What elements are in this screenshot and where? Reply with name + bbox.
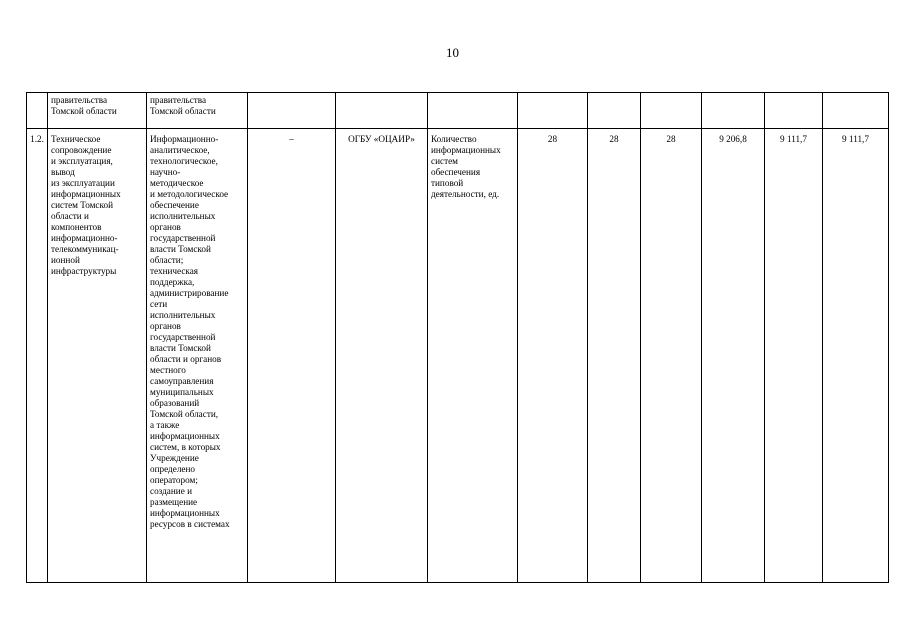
cell-number: 1.2. bbox=[27, 129, 48, 583]
cell-value-4 bbox=[702, 93, 765, 129]
cell-value-3: 28 bbox=[641, 129, 702, 583]
cell-value-4: 9 206,8 bbox=[702, 129, 765, 583]
cell-value-5 bbox=[765, 93, 823, 129]
table-row-continuation bbox=[27, 93, 889, 129]
cell-dash: – bbox=[248, 129, 336, 583]
page-number: 10 bbox=[446, 45, 459, 60]
program-table bbox=[26, 92, 889, 583]
cell-executor bbox=[336, 93, 428, 129]
cell-value-3 bbox=[641, 93, 702, 129]
cell-value-2: 28 bbox=[588, 129, 641, 583]
cell-value-2 bbox=[588, 93, 641, 129]
cell-value-6 bbox=[823, 93, 889, 129]
cell-value-6: 9 111,7 bbox=[823, 129, 889, 583]
cell-executor: ОГБУ «ОЦАИР» bbox=[336, 129, 428, 583]
cell-name: правительства Томской области bbox=[48, 93, 147, 129]
cell-value-5: 9 111,7 bbox=[765, 129, 823, 583]
cell-indicator: Количество информационных систем обеспечения типовой деятельности, ед. bbox=[428, 129, 518, 583]
cell-description: Информационно- аналитическое, технологическое, научно- методическое и методологическое обеспечение исполнительных органов государственной власти Томской области; техническая поддержка, администрирование сети исполнительных органов государственной власти Томской области и органов местного самоуправления муниципальных образований Томской области, а также информационных систем, в которых Учреждение определено оператором; создание и размещение информационных ресурсов в системах bbox=[147, 129, 248, 583]
cell-number bbox=[27, 93, 48, 129]
cell-dash bbox=[248, 93, 336, 129]
cell-description: правительства Томской области bbox=[147, 93, 248, 129]
cell-name: Техническое сопровождение и эксплуатация, вывод из эксплуатации информационных систем Томской области и компонентов информационно- телекоммуникац- ионной инфраструктуры bbox=[48, 129, 147, 583]
table-row-1-2 bbox=[27, 129, 889, 583]
cell-indicator bbox=[428, 93, 518, 129]
cell-value-1 bbox=[518, 93, 588, 129]
cell-value-1: 28 bbox=[518, 129, 588, 583]
